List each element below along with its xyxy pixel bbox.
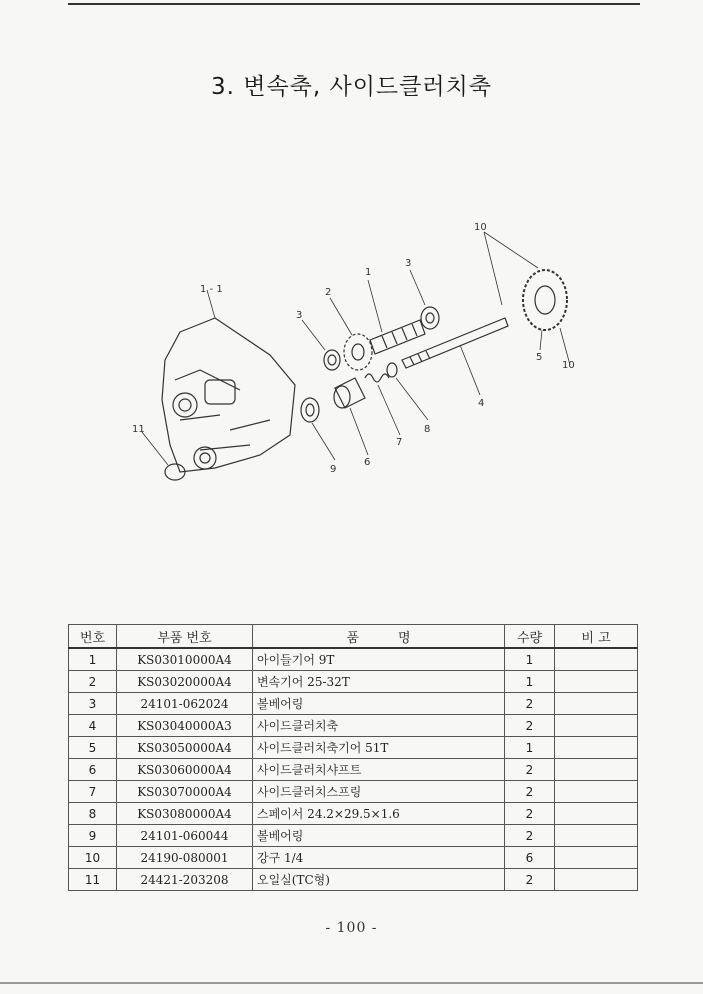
cell-name: 볼베어링: [253, 825, 505, 847]
callout-1-1: 1 - 1: [200, 284, 223, 295]
table-row: [69, 693, 638, 715]
cell-name: 사이드클러치축: [253, 715, 505, 737]
table-header-row: [69, 625, 638, 649]
cell-note: [555, 869, 638, 891]
cell-note: [555, 737, 638, 759]
cell-name: 변속기어 25-32T: [253, 671, 505, 693]
cell-no: 3: [69, 693, 117, 715]
page-number: - 100 -: [325, 920, 378, 936]
callout-3-right: 3: [405, 258, 412, 269]
cell-no: 5: [69, 737, 117, 759]
header-part-no: 부품 번호: [117, 625, 253, 649]
top-rule: [68, 3, 640, 5]
exploded-parts-diagram: [120, 220, 600, 500]
cell-no: 6: [69, 759, 117, 781]
header-name: 품 명: [253, 625, 505, 649]
cell-qty: 2: [505, 803, 555, 825]
cell-no: 8: [69, 803, 117, 825]
callout-10-top: 10: [474, 222, 487, 233]
spacer-8: [387, 363, 397, 377]
cell-name: 스페이서 24.2×29.5×1.6: [253, 803, 505, 825]
cell-part-no: KS03070000A4: [117, 781, 253, 803]
cell-part-no: KS03050000A4: [117, 737, 253, 759]
page-title: 3. 변속축, 사이드클러치축: [210, 74, 493, 100]
table-row: [69, 715, 638, 737]
cell-note: [555, 671, 638, 693]
parts-table: [68, 624, 638, 891]
cell-name: 아이들기어 9T: [253, 648, 505, 671]
callout-6: 6: [364, 457, 371, 468]
cell-name: 사이드클러치축기어 51T: [253, 737, 505, 759]
bearing-9: [301, 398, 319, 422]
cell-no: 7: [69, 781, 117, 803]
cell-note: [555, 648, 638, 671]
cell-qty: 2: [505, 825, 555, 847]
housing-shape: [162, 318, 295, 472]
bearing-3-right: [421, 307, 439, 329]
cell-part-no: KS03080000A4: [117, 803, 253, 825]
cell-qty: 2: [505, 781, 555, 803]
callout-2: 2: [325, 287, 332, 298]
header-qty: 수량: [505, 625, 555, 649]
cell-qty: 2: [505, 759, 555, 781]
table-row: [69, 869, 638, 891]
callout-8: 8: [424, 424, 431, 435]
header-no: 번호: [69, 625, 117, 649]
cell-name: 사이드클러치샤프트: [253, 759, 505, 781]
header-note: 비 고: [555, 625, 638, 649]
table-row: [69, 847, 638, 869]
cell-qty: 2: [505, 715, 555, 737]
cell-name: 볼베어링: [253, 693, 505, 715]
bottom-rule: [0, 982, 703, 984]
diagram-svg: [120, 220, 600, 500]
gear-2: [344, 334, 372, 370]
callout-5: 5: [536, 352, 543, 363]
cell-note: [555, 803, 638, 825]
cell-part-no: KS03060000A4: [117, 759, 253, 781]
table-row: [69, 759, 638, 781]
callout-4: 4: [478, 398, 485, 409]
table-row: [69, 825, 638, 847]
cell-no: 2: [69, 671, 117, 693]
cell-qty: 1: [505, 671, 555, 693]
table-row: [69, 803, 638, 825]
gear-5: [523, 270, 567, 330]
cell-no: 9: [69, 825, 117, 847]
callout-10-bottom: 10: [562, 360, 575, 371]
cell-part-no: KS03020000A4: [117, 671, 253, 693]
spring-7: [365, 374, 389, 382]
callout-9: 9: [330, 464, 337, 475]
bearing-3-left: [324, 350, 340, 370]
cell-part-no: 24190-080001: [117, 847, 253, 869]
callout-3-left: 3: [296, 310, 303, 321]
cell-note: [555, 693, 638, 715]
cell-note: [555, 759, 638, 781]
table-row: [69, 671, 638, 693]
idle-gear-1: [370, 320, 425, 354]
cell-part-no: 24101-062024: [117, 693, 253, 715]
table-row: [69, 737, 638, 759]
cell-qty: 2: [505, 869, 555, 891]
cell-no: 4: [69, 715, 117, 737]
cell-qty: 1: [505, 737, 555, 759]
cell-note: [555, 781, 638, 803]
cell-qty: 6: [505, 847, 555, 869]
cell-part-no: KS03010000A4: [117, 648, 253, 671]
cell-qty: 1: [505, 648, 555, 671]
cell-part-no: 24101-060044: [117, 825, 253, 847]
callout-1: 1: [365, 267, 372, 278]
cell-qty: 2: [505, 693, 555, 715]
side-clutch-shaft-4: [402, 318, 508, 368]
cell-no: 10: [69, 847, 117, 869]
table-body: [69, 648, 638, 891]
table-row: [69, 781, 638, 803]
cell-name: 오일실(TC형): [253, 869, 505, 891]
cell-note: [555, 825, 638, 847]
callout-11: 11: [132, 424, 145, 435]
cell-no: 1: [69, 648, 117, 671]
table-row: [69, 648, 638, 671]
cell-part-no: KS03040000A3: [117, 715, 253, 737]
cell-name: 강구 1/4: [253, 847, 505, 869]
cell-name: 사이드클러치스프링: [253, 781, 505, 803]
callout-7: 7: [396, 437, 403, 448]
cell-note: [555, 847, 638, 869]
cell-no: 11: [69, 869, 117, 891]
cell-note: [555, 715, 638, 737]
cell-part-no: 24421-203208: [117, 869, 253, 891]
